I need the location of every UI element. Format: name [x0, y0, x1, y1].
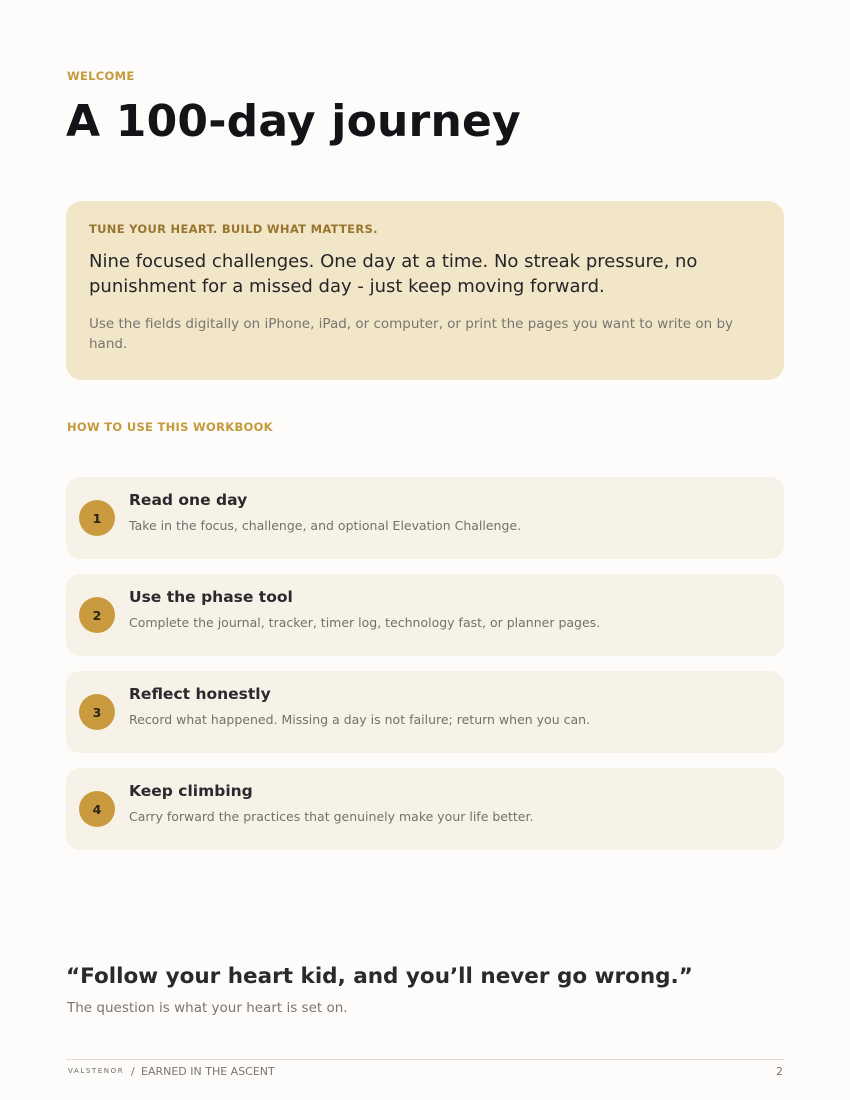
step-number-badge: 1 [79, 500, 115, 536]
step-card [66, 768, 784, 850]
step-number-badge: 2 [79, 597, 115, 633]
intro-callout [66, 201, 784, 380]
page-title: A 100-day journey [66, 96, 521, 147]
footer-divider [66, 1059, 784, 1060]
step-number-badge: 3 [79, 694, 115, 730]
quote-subtext: The question is what your heart is set on. [67, 1000, 348, 1016]
callout-lead-text: Nine focused challenges. One day at a time. No streak pressure, no punishment for a missed day - just keep moving forward. [89, 251, 698, 297]
callout-eyebrow: TUNE YOUR HEART. BUILD WHAT MATTERS. [89, 222, 378, 236]
step-description: Complete the journal, tracker, timer log, technology fast, or planner pages. [129, 615, 601, 630]
step-description: Take in the focus, challenge, and optional Elevation Challenge. [129, 518, 522, 533]
step-title: Read one day [129, 491, 248, 509]
footer-separator: / [131, 1065, 135, 1078]
step-card [66, 671, 784, 753]
pull-quote: “Follow your heart kid, and you’ll never go wrong.” [66, 964, 693, 989]
step-card [66, 574, 784, 656]
step-description: Carry forward the practices that genuinely make your life better. [129, 809, 534, 824]
callout-note-text: Use the fields digitally on iPhone, iPad, or computer, or print the pages you want to write on by hand. [89, 316, 734, 352]
page-number: 2 [776, 1065, 783, 1078]
section-label: HOW TO USE THIS WORKBOOK [67, 420, 273, 434]
step-title: Keep climbing [129, 782, 253, 800]
step-title: Reflect honestly [129, 685, 271, 703]
step-description: Record what happened. Missing a day is not failure; return when you can. [129, 712, 591, 727]
section-eyebrow: WELCOME [67, 69, 135, 83]
footer-tagline: EARNED IN THE ASCENT [141, 1065, 275, 1078]
footer-brand: VALSTENOR [68, 1067, 125, 1075]
step-title: Use the phase tool [129, 588, 293, 606]
step-card [66, 477, 784, 559]
step-number-badge: 4 [79, 791, 115, 827]
